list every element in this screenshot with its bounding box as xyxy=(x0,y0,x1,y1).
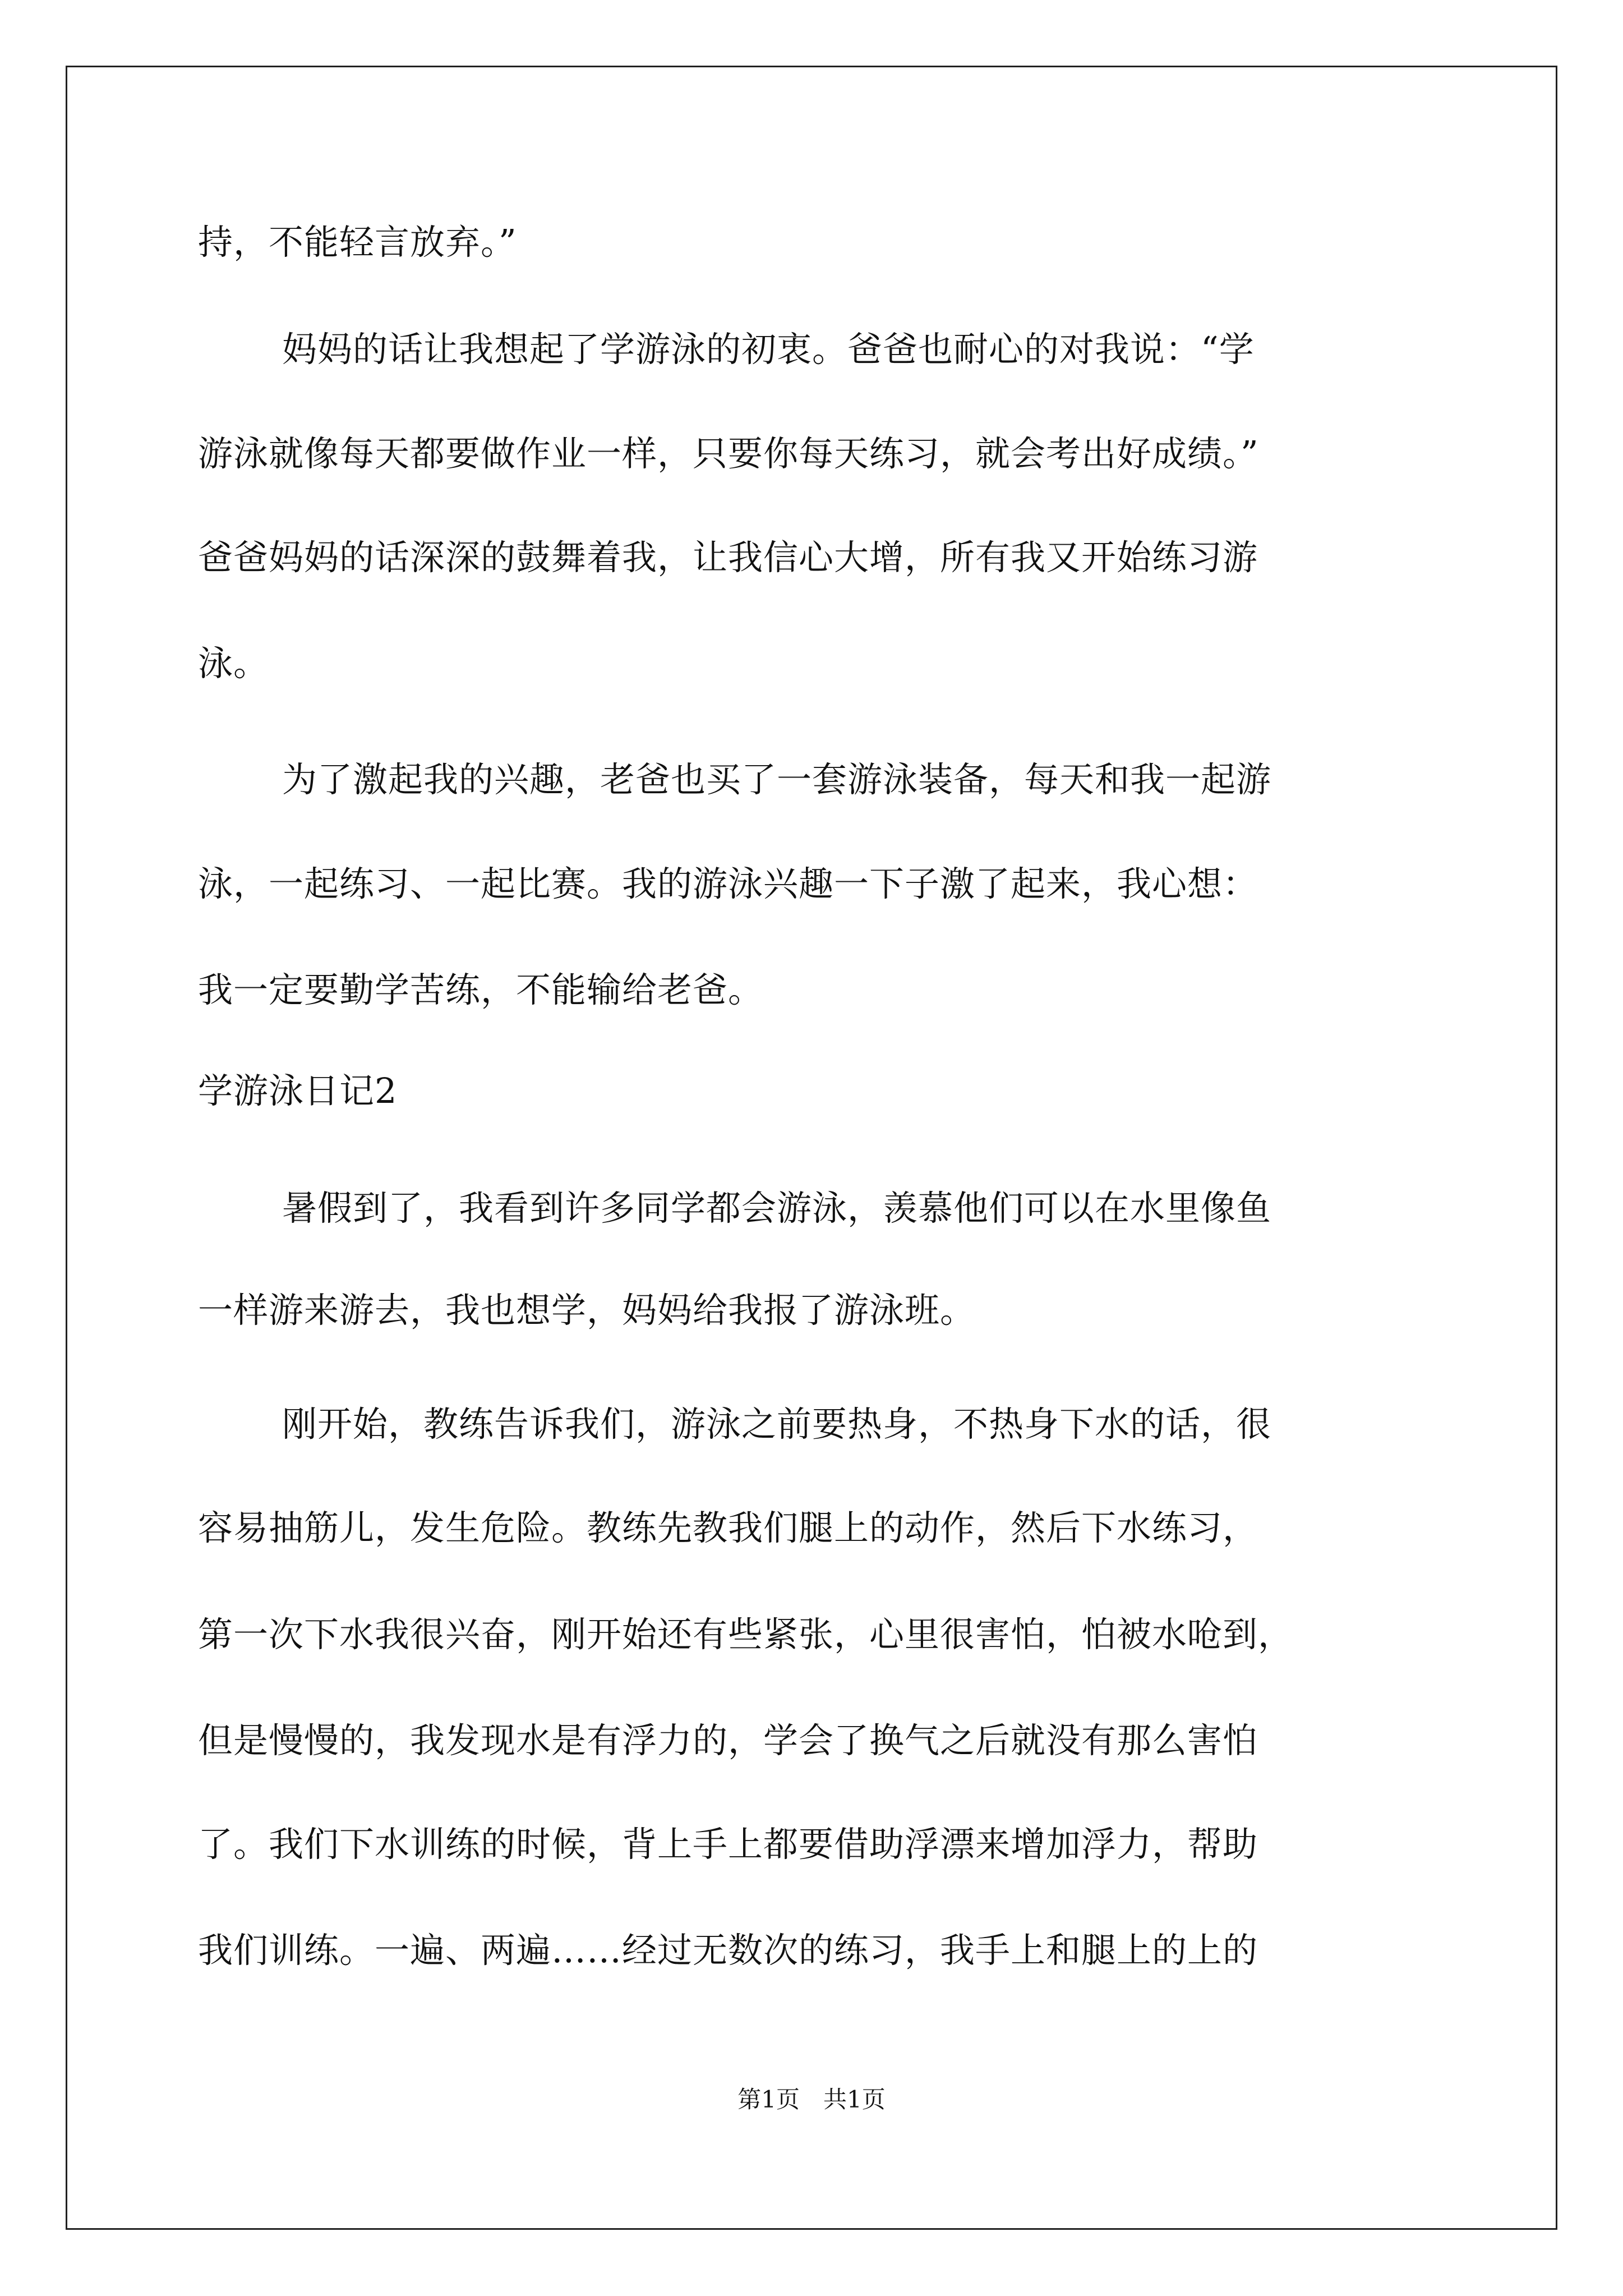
text-line: 持，不能轻言放弃。” xyxy=(198,222,517,263)
paragraph-start-line: 妈妈的话让我想起了学游泳的初衷。爸爸也耐心的对我说：“学 xyxy=(282,329,1255,370)
text-line: 爸爸妈妈的话深深的鼓舞着我，让我信心大增，所有我又开始练习游 xyxy=(198,537,1258,578)
text-line: 游泳就像每天都要做作业一样，只要你每天练习，就会考出好成绩。” xyxy=(198,433,1259,474)
text-line: 我一定要勤学苦练，不能输给老爸。 xyxy=(198,969,764,1010)
page-border xyxy=(66,66,1557,2230)
text-line: 泳。 xyxy=(198,643,269,684)
section-heading: 学游泳日记2 xyxy=(198,1070,398,1111)
text-line: 泳，一起练习、一起比赛。我的游泳兴趣一下子激了起来，我心想： xyxy=(198,863,1258,904)
paragraph-start-line: 为了激起我的兴趣，老爸也买了一套游泳装备，每天和我一起游 xyxy=(282,759,1272,800)
page-footer: 第1页 共1页 xyxy=(737,2086,886,2113)
text-line: 容易抽筋儿，发生危险。教练先教我们腿上的动作，然后下水练习， xyxy=(198,1507,1258,1548)
text-line: 第一次下水我很兴奋，刚开始还有些紧张，心里很害怕，怕被水呛到， xyxy=(198,1614,1294,1655)
text-line: 一样游来游去，我也想学，妈妈给我报了游泳班。 xyxy=(198,1290,976,1331)
paragraph-start-line: 暑假到了，我看到许多同学都会游泳，羡慕他们可以在水里像鱼 xyxy=(282,1188,1272,1228)
text-line: 我们训练。一遍、两遍……经过无数次的练习，我手上和腿上的上的 xyxy=(198,1930,1258,1971)
paragraph-start-line: 刚开始，教练告诉我们，游泳之前要热身，不热身下水的话，很 xyxy=(282,1404,1272,1444)
text-line: 了。我们下水训练的时候，背上手上都要借助浮漂来增加浮力，帮助 xyxy=(198,1824,1258,1865)
text-line: 但是慢慢的，我发现水是有浮力的，学会了换气之后就没有那么害怕 xyxy=(198,1720,1258,1761)
